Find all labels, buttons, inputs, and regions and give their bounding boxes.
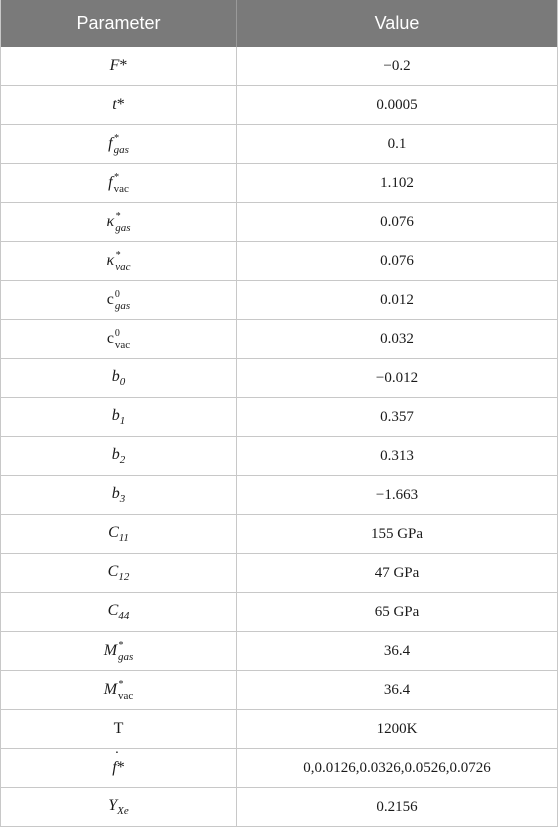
value-cell: 0.1 (237, 125, 558, 164)
value-cell: −0.2 (237, 47, 558, 86)
value-cell: 155 GPa (237, 515, 558, 554)
table-row (1, 320, 558, 359)
param-symbol: $C_{44}$ (107, 602, 130, 622)
value-cell: 47 GPa (237, 554, 558, 593)
param-cell (1, 710, 237, 749)
param-cell (1, 593, 237, 632)
value-cell: 0,0.0126,0.0326,0.0526,0.0726 (237, 749, 558, 788)
param-cell (1, 671, 237, 710)
value-cell: 1200K (237, 710, 558, 749)
table-row (1, 398, 558, 437)
param-symbol: $b_2$ (111, 446, 126, 466)
table-row (1, 554, 558, 593)
param-cell (1, 281, 237, 320)
param-cell (1, 125, 237, 164)
table-row (1, 710, 558, 749)
value-cell: 0.2156 (237, 788, 558, 827)
param-cell (1, 515, 237, 554)
param-symbol: $Y_{Xe}$ (108, 797, 129, 817)
param-symbol: T (113, 720, 124, 737)
param-cell (1, 242, 237, 281)
value-cell: 0.032 (237, 320, 558, 359)
table-row (1, 632, 558, 671)
param-cell (1, 749, 237, 788)
param-cell (1, 320, 237, 359)
param-symbol: $b_1$ (111, 407, 126, 427)
param-cell (1, 788, 237, 827)
param-symbol: M * gas (103, 639, 134, 663)
value-cell: 0.076 (237, 203, 558, 242)
param-cell (1, 398, 237, 437)
table-row (1, 125, 558, 164)
header-row (1, 0, 558, 47)
header-value: Value (237, 0, 558, 47)
param-symbol: $C_{12}$ (107, 563, 130, 583)
param-symbol: f * gas (108, 132, 129, 156)
param-symbol: c 0 gas (106, 288, 131, 312)
table-row (1, 359, 558, 398)
table-row (1, 47, 558, 86)
table-row (1, 203, 558, 242)
param-symbol: κ * vac (106, 249, 131, 273)
param-symbol: $b_0$ (111, 368, 126, 388)
table-row (1, 164, 558, 203)
table-row (1, 242, 558, 281)
value-cell: 0.313 (237, 437, 558, 476)
param-cell (1, 164, 237, 203)
param-symbol: c 0 vac (106, 327, 131, 351)
param-cell (1, 86, 237, 125)
table-row (1, 515, 558, 554)
value-cell: 65 GPa (237, 593, 558, 632)
table-row (1, 281, 558, 320)
table-row (1, 86, 558, 125)
value-cell: 0.076 (237, 242, 558, 281)
value-cell: 0.0005 (237, 86, 558, 125)
table-row (1, 437, 558, 476)
table-row (1, 476, 558, 515)
param-cell (1, 476, 237, 515)
param-cell (1, 359, 237, 398)
param-symbol: $b_3$ (111, 485, 126, 505)
param-symbol: κ * gas (106, 210, 131, 234)
value-cell: 0.012 (237, 281, 558, 320)
table-row (1, 749, 558, 788)
param-cell (1, 554, 237, 593)
value-cell: 0.357 (237, 398, 558, 437)
param-cell (1, 47, 237, 86)
param-symbol: t* (112, 96, 125, 113)
param-symbol: $C_{11}$ (108, 524, 129, 544)
table-row (1, 788, 558, 827)
header-parameter: Parameter (1, 0, 237, 47)
value-cell: 36.4 (237, 632, 558, 671)
value-cell: −0.012 (237, 359, 558, 398)
param-symbol: f * vac (108, 171, 129, 195)
param-cell (1, 437, 237, 476)
param-cell (1, 632, 237, 671)
value-cell: −1.663 (237, 476, 558, 515)
param-cell (1, 203, 237, 242)
value-cell: 36.4 (237, 671, 558, 710)
param-symbol: F* (109, 57, 128, 74)
param-symbol: M * vac (103, 678, 134, 702)
table-row (1, 593, 558, 632)
table-row (1, 671, 558, 710)
param-symbol: ˙ f* (112, 759, 124, 776)
value-cell: 1.102 (237, 164, 558, 203)
